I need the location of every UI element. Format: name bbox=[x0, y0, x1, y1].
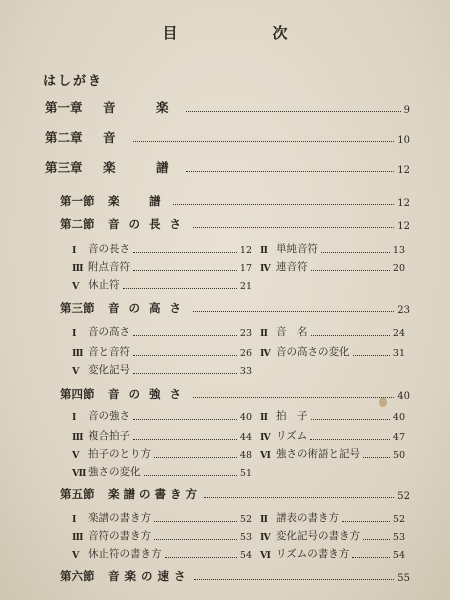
roman-numeral: Ⅴ bbox=[72, 450, 80, 461]
page-number: 24 bbox=[392, 328, 405, 339]
subsection-entry bbox=[260, 408, 405, 423]
page-number: 20 bbox=[392, 263, 405, 274]
page-number: 55 bbox=[397, 573, 410, 584]
subsection-name: 楽譜の書き方 bbox=[88, 512, 151, 524]
leader-dots bbox=[311, 335, 390, 336]
subsection-entry bbox=[72, 408, 252, 423]
page-number: 17 bbox=[239, 263, 252, 274]
leader-dots bbox=[133, 373, 237, 374]
leader-dots bbox=[133, 439, 237, 440]
roman-numeral: Ⅳ bbox=[260, 263, 271, 274]
roman-numeral: Ⅱ bbox=[260, 514, 269, 525]
page-number: 12 bbox=[397, 221, 410, 232]
leader-dots bbox=[204, 497, 394, 498]
subsection-name: リズム bbox=[276, 430, 308, 442]
subsection-entry bbox=[260, 528, 405, 543]
section-entry bbox=[60, 386, 410, 402]
subsection-entry bbox=[260, 446, 405, 461]
leader-dots bbox=[311, 270, 390, 271]
page-number: 51 bbox=[239, 468, 252, 479]
roman-numeral: Ⅴ bbox=[72, 550, 80, 561]
subsection-name: 休止符 bbox=[88, 279, 120, 291]
page-number: 33 bbox=[239, 366, 252, 377]
roman-numeral: Ⅳ bbox=[260, 432, 271, 443]
section-name: 音の強さ bbox=[108, 387, 190, 401]
leader-dots bbox=[353, 355, 390, 356]
page-number: 40 bbox=[392, 412, 405, 423]
section-name: 音の高さ bbox=[108, 301, 190, 315]
leader-dots bbox=[193, 397, 394, 398]
page-number: 54 bbox=[239, 550, 252, 561]
subsection-entry bbox=[260, 510, 405, 525]
subsection-entry bbox=[72, 546, 252, 561]
page-number: 23 bbox=[239, 328, 252, 339]
subsection-name: 音の高さ bbox=[88, 326, 130, 338]
subsection-entry bbox=[72, 362, 252, 377]
leader-dots bbox=[352, 557, 390, 558]
subsection-entry bbox=[260, 241, 405, 256]
page-number: 52 bbox=[239, 514, 252, 525]
roman-numeral: Ⅲ bbox=[72, 432, 84, 443]
chapter-number: 第二章 bbox=[45, 130, 83, 145]
subsection-name: 附点音符 bbox=[88, 261, 130, 273]
subsection-name: 連音符 bbox=[276, 261, 308, 273]
section-number: 第三節 bbox=[60, 301, 95, 315]
subsection-entry bbox=[260, 344, 405, 359]
roman-numeral: Ⅰ bbox=[72, 412, 77, 423]
section-name: 楽譜の書き方 bbox=[108, 487, 201, 501]
page-number: 52 bbox=[392, 514, 405, 525]
section-name: 音の長さ bbox=[108, 217, 190, 231]
leader-dots bbox=[186, 111, 401, 112]
leader-dots bbox=[342, 521, 390, 522]
subsection-entry bbox=[72, 428, 252, 443]
subsection-name: 単純音符 bbox=[276, 243, 318, 255]
chapter-entry bbox=[45, 98, 410, 116]
leader-dots bbox=[363, 457, 390, 458]
leader-dots bbox=[154, 521, 237, 522]
section-name: 音楽の速さ bbox=[108, 569, 191, 583]
section-entry bbox=[60, 216, 410, 232]
leader-dots bbox=[193, 227, 394, 228]
chapter-name: 音 bbox=[103, 130, 130, 145]
section-number: 第六節 bbox=[60, 569, 95, 583]
chapter-name: 楽 譜 bbox=[103, 160, 183, 175]
subsection-entry bbox=[260, 546, 405, 561]
page-number: 53 bbox=[239, 532, 252, 543]
leader-dots bbox=[194, 579, 395, 580]
section-entry bbox=[60, 193, 410, 209]
leader-dots bbox=[310, 439, 390, 440]
paper-stain bbox=[379, 397, 387, 407]
subsection-name: 休止符の書き方 bbox=[88, 548, 162, 560]
subsection-name: 強さの変化 bbox=[88, 466, 141, 478]
page-number: 26 bbox=[239, 348, 252, 359]
subsection-name: 音の強さ bbox=[88, 410, 130, 422]
leader-dots bbox=[165, 557, 237, 558]
subsection-name: 音符の書き方 bbox=[88, 530, 151, 542]
roman-numeral: Ⅵ bbox=[260, 550, 271, 561]
subsection-entry bbox=[260, 259, 405, 274]
page-number: 40 bbox=[239, 412, 252, 423]
page-number: 52 bbox=[397, 491, 410, 502]
page-title: 目 次 bbox=[162, 24, 328, 42]
leader-dots bbox=[133, 355, 237, 356]
leader-dots bbox=[186, 171, 395, 172]
subsection-entry bbox=[72, 528, 252, 543]
roman-numeral: Ⅴ bbox=[72, 281, 80, 292]
chapter-entry bbox=[45, 158, 410, 176]
page-number: 48 bbox=[239, 450, 252, 461]
section-entry bbox=[60, 568, 410, 584]
subsection-entry bbox=[72, 510, 252, 525]
section-entry bbox=[60, 300, 410, 316]
page-number: 12 bbox=[397, 198, 410, 209]
page-number: 50 bbox=[392, 450, 405, 461]
page-number: 10 bbox=[397, 135, 410, 146]
section-entry bbox=[60, 486, 410, 502]
section-number: 第四節 bbox=[60, 387, 95, 401]
subsection-entry bbox=[72, 241, 252, 256]
section-number: 第一節 bbox=[60, 194, 95, 208]
leader-dots bbox=[133, 141, 395, 142]
page-number: 13 bbox=[392, 245, 405, 256]
roman-numeral: Ⅰ bbox=[72, 245, 77, 256]
page-number: 12 bbox=[397, 165, 410, 176]
roman-numeral: Ⅰ bbox=[72, 328, 77, 339]
roman-numeral: Ⅶ bbox=[72, 468, 87, 479]
subsection-name: 拍 子 bbox=[276, 410, 308, 422]
roman-numeral: Ⅵ bbox=[260, 450, 271, 461]
page-number: 31 bbox=[392, 348, 405, 359]
leader-dots bbox=[193, 311, 394, 312]
page-number: 23 bbox=[397, 305, 410, 316]
subsection-entry bbox=[260, 428, 405, 443]
page-number: 40 bbox=[397, 391, 410, 402]
page-number: 12 bbox=[239, 245, 252, 256]
page-number: 21 bbox=[239, 281, 252, 292]
subsection-entry bbox=[72, 446, 252, 461]
leader-dots bbox=[123, 288, 237, 289]
chapter-entry bbox=[45, 128, 410, 146]
subsection-entry bbox=[72, 344, 252, 359]
roman-numeral: Ⅱ bbox=[260, 245, 269, 256]
subsection-entry bbox=[260, 324, 405, 339]
page-number: 54 bbox=[392, 550, 405, 561]
page-number: 9 bbox=[403, 105, 410, 116]
preface-entry: はしがき bbox=[43, 74, 104, 89]
subsection-entry bbox=[72, 259, 252, 274]
subsection-name: 音と音符 bbox=[88, 346, 130, 358]
leader-dots bbox=[363, 539, 390, 540]
roman-numeral: Ⅱ bbox=[260, 328, 269, 339]
section-name: 楽 譜 bbox=[108, 194, 170, 208]
roman-numeral: Ⅲ bbox=[72, 348, 84, 359]
page-number: 53 bbox=[392, 532, 405, 543]
subsection-entry bbox=[72, 464, 252, 479]
subsection-name: 音の長さ bbox=[88, 243, 130, 255]
page-number: 44 bbox=[239, 432, 252, 443]
page-number: 47 bbox=[392, 432, 405, 443]
subsection-entry bbox=[72, 277, 252, 292]
subsection-name: 拍子のとり方 bbox=[88, 448, 151, 460]
subsection-name: リズムの書き方 bbox=[276, 548, 350, 560]
subsection-entry bbox=[72, 324, 252, 339]
leader-dots bbox=[154, 457, 237, 458]
chapter-number: 第一章 bbox=[45, 100, 83, 115]
leader-dots bbox=[133, 419, 237, 420]
roman-numeral: Ⅳ bbox=[260, 348, 271, 359]
roman-numeral: Ⅱ bbox=[260, 412, 269, 423]
roman-numeral: Ⅲ bbox=[72, 532, 84, 543]
leader-dots bbox=[133, 252, 237, 253]
subsection-name: 音の高さの変化 bbox=[276, 346, 350, 358]
subsection-name: 複合拍子 bbox=[88, 430, 130, 442]
chapter-name: 音 楽 bbox=[103, 100, 183, 115]
roman-numeral: Ⅲ bbox=[72, 263, 84, 274]
leader-dots bbox=[173, 204, 395, 205]
chapter-number: 第三章 bbox=[45, 160, 83, 175]
subsection-name: 音 名 bbox=[276, 326, 308, 338]
subsection-name: 変化記号の書き方 bbox=[276, 530, 360, 542]
subsection-name: 強さの術語と記号 bbox=[276, 448, 360, 460]
subsection-name: 変化記号 bbox=[88, 364, 130, 376]
leader-dots bbox=[133, 270, 237, 271]
leader-dots bbox=[154, 539, 237, 540]
roman-numeral: Ⅴ bbox=[72, 366, 80, 377]
section-number: 第二節 bbox=[60, 217, 95, 231]
leader-dots bbox=[144, 475, 237, 476]
roman-numeral: Ⅳ bbox=[260, 532, 271, 543]
roman-numeral: Ⅰ bbox=[72, 514, 77, 525]
leader-dots bbox=[133, 335, 237, 336]
section-number: 第五節 bbox=[60, 487, 95, 501]
leader-dots bbox=[321, 252, 390, 253]
leader-dots bbox=[311, 419, 390, 420]
subsection-name: 譜表の書き方 bbox=[276, 512, 339, 524]
